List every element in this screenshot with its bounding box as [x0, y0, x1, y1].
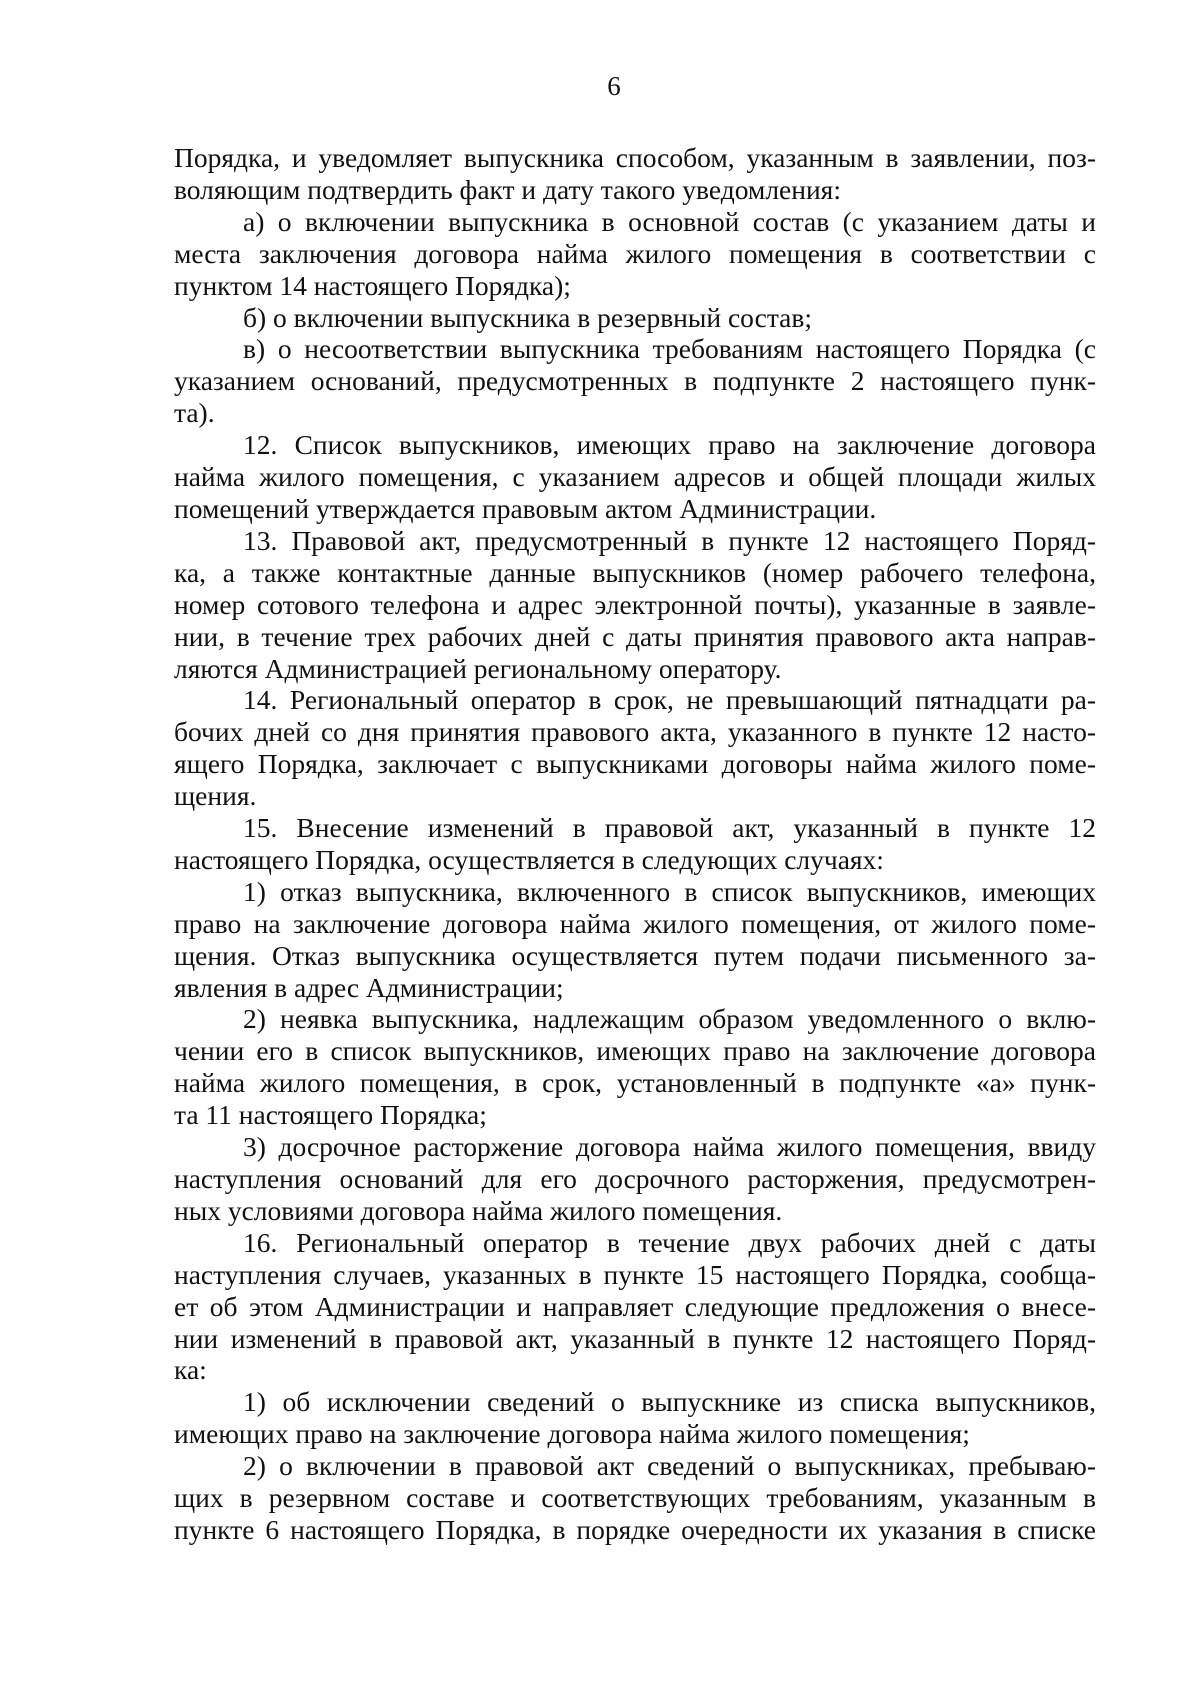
text-line: 14. Региональный оператор в срок, не превышающий пятнадцати ра-	[243, 684, 1096, 716]
text-line: 16. Региональный оператор в течение двух рабочих дней с даты	[243, 1226, 1096, 1258]
text-line: наступления оснований для его досрочного расторжения, предусмотрен-	[174, 1163, 1096, 1194]
text-line: 1) об исключении сведений о выпускнике из списка выпускников,	[243, 1386, 1096, 1418]
text-line: помещений утверждается правовым актом Администрации.	[174, 492, 877, 524]
text-line: щения.	[174, 780, 257, 812]
text-line: номер сотового телефона и адрес электронной почты), указанные в заявле-	[174, 588, 1096, 620]
text-line: наступления случаев, указанных в пункте 15 настоящего Порядка, сообща-	[174, 1258, 1096, 1290]
text-line: пункте 6 настоящего Порядка, в порядке очередности их указания в списке	[174, 1513, 1096, 1545]
text-line: 2) неявка выпускника, надлежащим образом уведомленного о вклю-	[243, 1003, 1096, 1035]
text-line: найма жилого помещения, с указанием адресов и общей площади жилых	[174, 461, 1096, 493]
text-line: в) о несоответствии выпускника требованиям настоящего Порядка (с	[243, 333, 1096, 365]
text-line: Порядка, и уведомляет выпускника способом, указанным в заявлении, поз-	[174, 142, 1096, 173]
text-line: воляющим подтвердить факт и дату такого уведомления:	[174, 173, 841, 205]
text-line: 1) отказ выпускника, включенного в список выпускников, имеющих	[243, 875, 1096, 907]
document-body	[174, 142, 1096, 1546]
text-line: настоящего Порядка, осуществляется в следующих случаях:	[174, 843, 884, 875]
text-line: ных условиями договора найма жилого помещения.	[174, 1194, 783, 1226]
text-line: имеющих право на заключение договора найма жилого помещения;	[174, 1418, 970, 1450]
text-line: пунктом 14 настоящего Порядка);	[174, 269, 571, 301]
text-line: 12. Список выпускников, имеющих право на заключение договора	[243, 429, 1096, 461]
text-line: указанием оснований, предусмотренных в подпункте 2 настоящего пунк-	[174, 365, 1096, 397]
page-number: 6	[607, 71, 621, 101]
text-line: ка, а также контактные данные выпускников (номер рабочего телефона,	[174, 556, 1096, 588]
text-line: ка:	[174, 1354, 207, 1386]
text-line: явления в адрес Администрации;	[174, 971, 564, 1003]
text-line: ляются Администрацией региональному оператору.	[174, 652, 782, 684]
text-line: право на заключение договора найма жилого помещения, от жилого поме-	[174, 907, 1096, 939]
text-line: 3) досрочное расторжение договора найма жилого помещения, ввиду	[243, 1131, 1096, 1163]
text-line: нии, в течение трех рабочих дней с даты принятия правового акта направ-	[174, 620, 1096, 652]
text-line: найма жилого помещения, в срок, установленный в подпункте «а» пунк-	[174, 1067, 1096, 1099]
text-line: 15. Внесение изменений в правовой акт, указанный в пункте 12	[243, 812, 1096, 844]
text-line: места заключения договора найма жилого помещения в соответствии с	[174, 237, 1096, 269]
text-line: 2) о включении в правовой акт сведений о выпускниках, пребываю-	[243, 1450, 1096, 1482]
text-line: бочих дней со дня принятия правового акта, указанного в пункте 12 насто-	[174, 716, 1096, 748]
text-line: чении его в список выпускников, имеющих право на заключение договора	[174, 1035, 1096, 1067]
text-line: та 11 настоящего Порядка;	[174, 1099, 487, 1131]
text-line: ящего Порядка, заключает с выпускниками договоры найма жилого поме-	[174, 748, 1096, 780]
text-line: 13. Правовой акт, предусмотренный в пункте 12 настоящего Поряд-	[243, 524, 1096, 556]
text-line: щих в резервном составе и соответствующих требованиям, указанным в	[174, 1482, 1096, 1514]
text-line: а) о включении выпускника в основной состав (с указанием даты и	[243, 205, 1096, 237]
text-line: та).	[174, 397, 215, 429]
text-line: щения. Отказ выпускника осуществляется путем подачи письменного за-	[174, 939, 1096, 971]
text-line: б) о включении выпускника в резервный состав;	[243, 301, 813, 333]
text-line: нии изменений в правовой акт, указанный в пункте 12 настоящего Поряд-	[174, 1322, 1096, 1354]
text-line: ет об этом Администрации и направляет следующие предложения о внесе-	[174, 1290, 1096, 1322]
